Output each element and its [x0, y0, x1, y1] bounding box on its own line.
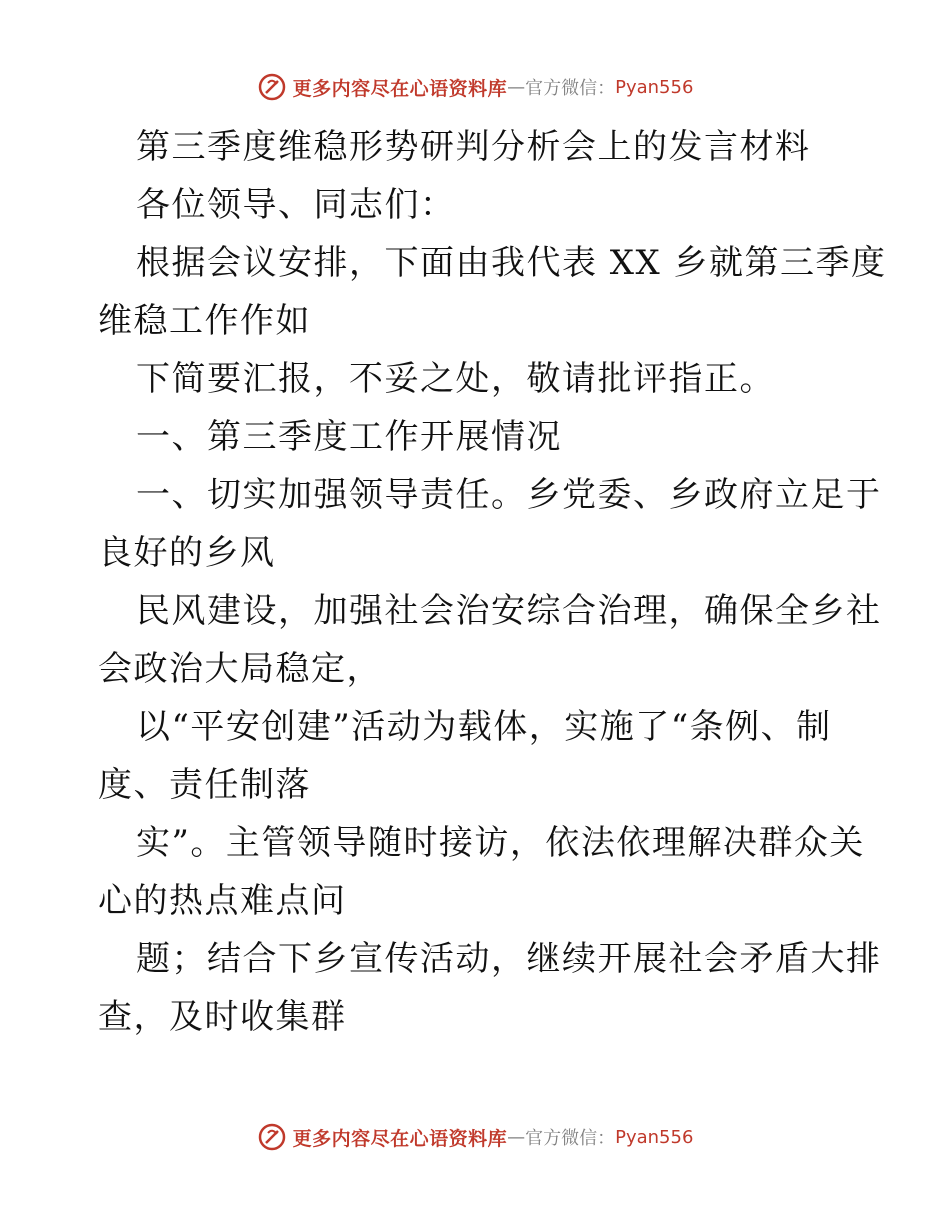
- doc-line: 良好的乡风: [98, 533, 276, 573]
- footer-watermark-banner: [0, 1122, 950, 1152]
- doc-line: 会政治大局稳定，: [98, 649, 382, 689]
- doc-line: 心的热点难点问: [98, 881, 347, 921]
- doc-salutation: 各位领导、同志们：: [136, 185, 456, 225]
- logo-icon: [257, 72, 287, 102]
- banner-separator: —: [507, 76, 526, 98]
- banner-wechat-id: Pyan556: [615, 76, 694, 98]
- doc-line: 实”。主管领导随时接访，依法依理解决群众关: [136, 823, 865, 863]
- banner-separator: —: [507, 1126, 526, 1148]
- doc-line: 维稳工作作如: [98, 301, 311, 341]
- doc-line: 根据会议安排，下面由我代表 XX 乡就第三季度: [136, 243, 887, 283]
- banner-main-text: 更多内容尽在心语资料库: [292, 77, 508, 100]
- header-watermark-banner: [0, 72, 950, 102]
- doc-title: 第三季度维稳形势研判分析会上的发言材料: [136, 127, 811, 167]
- doc-section-heading: 一、第三季度工作开展情况: [136, 417, 562, 457]
- banner-wechat-label: 官方微信：: [525, 78, 616, 99]
- banner-wechat-id: Pyan556: [615, 1126, 694, 1148]
- doc-line: 题；结合下乡宣传活动，继续开展社会矛盾大排: [136, 939, 882, 979]
- banner-main-text: 更多内容尽在心语资料库: [292, 1127, 508, 1150]
- doc-line: 民风建设，加强社会治安综合治理，确保全乡社: [136, 591, 882, 631]
- doc-line: 下简要汇报，不妥之处，敬请批评指正。: [136, 359, 775, 399]
- doc-line: 以“平安创建”活动为载体，实施了“条例、制: [136, 707, 832, 747]
- doc-line: 查，及时收集群: [98, 997, 347, 1037]
- doc-line: 度、责任制落: [98, 765, 311, 805]
- doc-line: 一、切实加强领导责任。乡党委、乡政府立足于: [136, 475, 882, 515]
- logo-icon: [257, 1122, 287, 1152]
- banner-wechat-label: 官方微信：: [525, 1128, 616, 1149]
- document-body: [98, 118, 887, 1046]
